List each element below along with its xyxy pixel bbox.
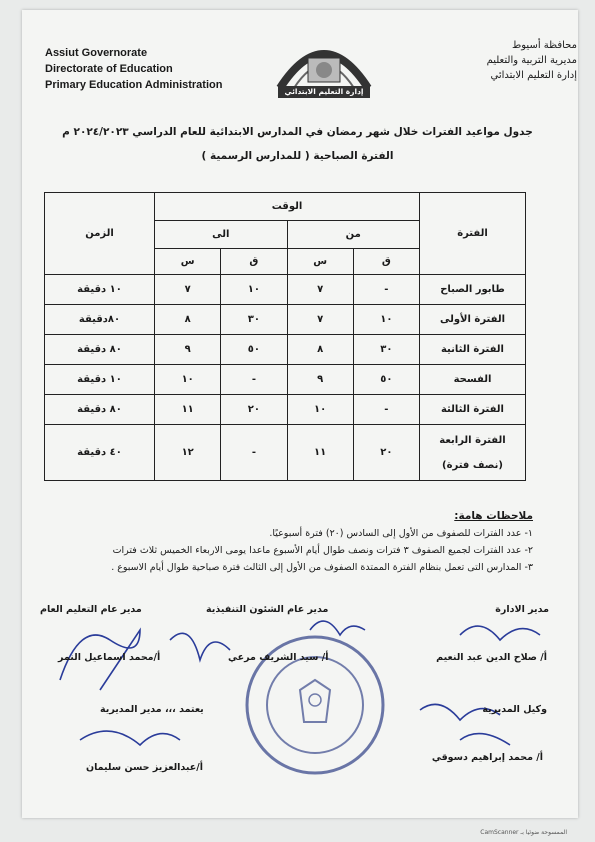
general-name: أ/محمد اسماعيل النمر	[58, 652, 161, 663]
to-minutes-cell: ٥٠	[221, 335, 287, 365]
note-item: ٢- عدد الفترات لجميع الصفوف ٣ فترات ونصف طوال أيام الأسبوع ماعدا يومى الاربعاء الخميس ثلاث فترات	[112, 545, 533, 556]
to-hours-cell: ١٢	[155, 425, 221, 481]
duration-cell: ١٠ دقيقة	[45, 365, 155, 395]
from-minutes-cell: ٥٠	[353, 365, 419, 395]
scanner-footer: الممسوحة ضوئيا بـ CamScanner	[480, 829, 567, 836]
from-minutes-cell: -	[353, 275, 419, 305]
from-minutes-cell: ٢٠	[353, 425, 419, 481]
to-minutes-cell: -	[221, 365, 287, 395]
director-title: يعتمد ،،، مدير المديرية	[100, 704, 204, 715]
logo-text: إدارة التعليم الابتدائي	[284, 87, 364, 96]
admin-title: مدير الادارة	[495, 604, 549, 615]
notes-heading: ملاحظات هامة:	[454, 510, 533, 522]
duration-cell: ٨٠ دقيقة	[45, 335, 155, 365]
deputy-title: وكيل المديرية	[482, 704, 547, 715]
period-cell: طابور الصباح	[419, 275, 525, 305]
from-hours-cell: ٩	[287, 365, 353, 395]
exec-name: أ/ سيد الشريف مرعي	[228, 652, 329, 663]
header-to-minutes: ق	[221, 249, 287, 275]
duration-cell: ٤٠ دقيقة	[45, 425, 155, 481]
period-cell: الفترة الأولى	[419, 305, 525, 335]
from-minutes-cell: ٣٠	[353, 335, 419, 365]
from-hours-cell: ٨	[287, 335, 353, 365]
period-cell: الفترة الثانية	[419, 335, 525, 365]
header-duration: الزمن	[45, 193, 155, 275]
schedule-table	[44, 192, 526, 481]
header-to: الى	[155, 221, 287, 249]
to-hours-cell: ١١	[155, 395, 221, 425]
table-row	[45, 425, 526, 481]
from-hours-cell: ٧	[287, 275, 353, 305]
to-minutes-cell: -	[221, 425, 287, 481]
period-label: الفترة الرابعة	[439, 434, 506, 446]
deputy-name: أ/ محمد إبراهيم دسوقي	[431, 752, 543, 763]
english-header-line: Primary Education Administration	[45, 79, 223, 91]
table-row	[45, 305, 526, 335]
to-minutes-cell: ١٠	[221, 275, 287, 305]
duration-cell: ١٠ دقيقة	[45, 275, 155, 305]
header-from-minutes: ق	[353, 249, 419, 275]
director-name: أ/عبدالعزيز حسن سليمان	[86, 762, 203, 773]
header-to-hours: س	[155, 249, 221, 275]
from-minutes-cell: -	[353, 395, 419, 425]
duration-cell: ٨٠دقيقة	[45, 305, 155, 335]
english-header-line: Assiut Governorate	[45, 47, 148, 59]
duration-cell: ٨٠ دقيقة	[45, 395, 155, 425]
arabic-header-line: محافظة أسيوط	[512, 40, 577, 51]
to-hours-cell: ٧	[155, 275, 221, 305]
from-hours-cell: ١١	[287, 425, 353, 481]
document-title: جدول مواعيد الفترات خلال شهر رمضان في المدارس الابتدائية للعام الدراسي ٢٠٢٤/٢٠٢٣ م	[62, 126, 533, 138]
exec-title: مدير عام الشئون التنفيذية	[206, 604, 329, 615]
arabic-header-line: مديرية التربية والتعليم	[486, 55, 577, 66]
period-cell: الفترة الثالثة	[419, 395, 525, 425]
table-row	[45, 335, 526, 365]
header-period: الفترة	[419, 193, 525, 275]
administration-logo	[272, 30, 376, 100]
to-hours-cell: ١٠	[155, 365, 221, 395]
header-from-hours: س	[287, 249, 353, 275]
header-time: الوقت	[155, 193, 420, 221]
to-minutes-cell: ٣٠	[221, 305, 287, 335]
to-minutes-cell: ٢٠	[221, 395, 287, 425]
note-item: ١- عدد الفترات للصفوف من الأول إلى السادس (٢٠) فترة أسبوعيًا.	[269, 528, 533, 539]
document-subtitle: الفترة الصباحية ( للمدارس الرسمية )	[201, 150, 394, 162]
period-cell: الفسحة	[419, 365, 525, 395]
to-hours-cell: ٩	[155, 335, 221, 365]
header-from: من	[287, 221, 419, 249]
table-row	[45, 395, 526, 425]
from-hours-cell: ٧	[287, 305, 353, 335]
period-note: (نصف فترة)	[442, 459, 503, 471]
table-row	[45, 365, 526, 395]
admin-name: أ/ صلاح الدين عبد النعيم	[436, 652, 547, 663]
english-header	[45, 45, 222, 93]
note-item: ٣- المدارس التى تعمل بنظام الفترة الممتدة الصفوف من الأول إلى الثالث فترة صباحية طوال أيام الاسبوع .	[111, 562, 533, 573]
general-title: مدير عام التعليم العام	[40, 604, 142, 615]
english-header-line: Directorate of Education	[45, 63, 173, 75]
notes-section	[53, 508, 533, 576]
period-cell	[419, 425, 525, 481]
to-hours-cell: ٨	[155, 305, 221, 335]
arabic-header-line: إدارة التعليم الابتدائي	[490, 70, 577, 81]
table-row	[45, 275, 526, 305]
arabic-header	[407, 38, 577, 83]
from-minutes-cell: ١٠	[353, 305, 419, 335]
from-hours-cell: ١٠	[287, 395, 353, 425]
